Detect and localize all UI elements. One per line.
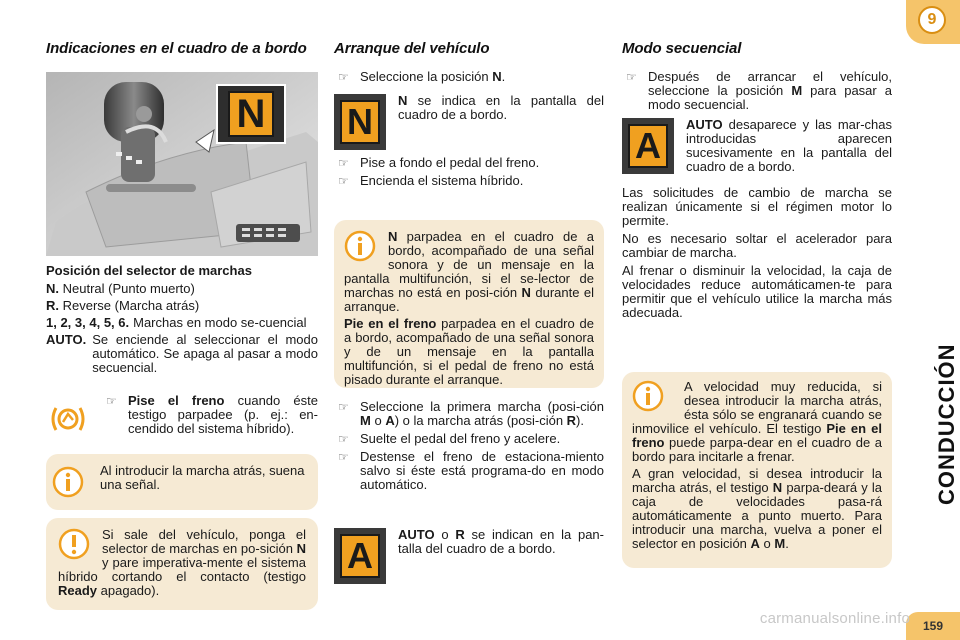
legend-title: Posición del selector de marchas	[46, 263, 252, 278]
info-start-p2: Pie en el freno parpadea en el cuadro de a bordo, acompañado de una señal sonora y de un mensaje en la pantalla multifunción, si el pedal de freno no está pisado durante el arranque.	[344, 316, 594, 387]
brake-foot-icon	[50, 404, 86, 434]
sequential-a-desc: AUTO desaparece y las mar-chas introducidas aparecen sucesivamente en la pantalla del cuadro de a bordo.	[686, 117, 892, 174]
start-steps-4-6	[334, 400, 604, 496]
legend-row-auto: AUTO. Se enciende al seleccionar el modo automático. Se apaga al pasar a modo secuencial.	[46, 332, 318, 375]
warning-leave-text: Si sale del vehículo, ponga el selector de marchas en po-sición N y pare imperativa-mente el sistema híbrido cortando el contacto (testigo Ready apagado).	[58, 527, 306, 598]
section-title-start: Arranque del vehículo	[334, 40, 490, 57]
section-title-sequential: Modo secuencial	[622, 40, 742, 57]
info-icon	[344, 230, 376, 262]
column-start	[334, 40, 604, 88]
section-title-dashboard: Indicaciones en el cuadro de a bordo	[46, 40, 307, 57]
legend-row-n: N. Neutral (Punto muerto)	[46, 281, 195, 296]
sequential-a-indicator	[622, 118, 674, 174]
info-icon-wrap	[344, 230, 382, 266]
sequential-p2: No es necesario soltar el acelerador para cambiar de marcha.	[622, 231, 892, 260]
column-dashboard	[46, 40, 318, 58]
warning-icon	[58, 528, 90, 560]
start-steps-2-3	[334, 156, 604, 192]
chapter-tab	[906, 0, 960, 640]
gear-positions-legend	[46, 264, 318, 375]
brake-foot-text: ☞ Pise el freno cuando éste testigo parpadee (p. ej.: en-cendido del sistema híbrido).	[106, 393, 318, 436]
start-n-letter: N	[347, 101, 373, 142]
legend-row-r: R. Reverse (Marcha atrás)	[46, 298, 200, 313]
dashboard-n-indicator	[216, 84, 286, 144]
start-n-desc: N se indica en la pantalla del cuadro de a bordo.	[398, 93, 604, 122]
legend-row-sequential: 1, 2, 3, 4, 5, 6. Marchas en modo se-cuencial	[46, 315, 307, 330]
sequential-step-1: ☞ Después de arrancar el vehículo, seleccione la posición M para pasar a modo secuencial.	[626, 69, 892, 112]
chapter-number-badge: 9	[918, 6, 946, 34]
info-box-reverse	[46, 454, 318, 510]
start-step-2: ☞ Pise a fondo el pedal del freno.	[338, 155, 540, 170]
warning-box-leave-vehicle	[46, 518, 318, 610]
start-step-3: ☞ Encienda el sistema híbrido.	[338, 173, 524, 188]
pointer-icon: ☞	[338, 156, 349, 170]
info-start-p1: N parpadea en el cuadro de a bordo, acompañado de una señal sonora y de un mensaje en la pantalla multifunción, si el se-lector de marchas no está en posi-ción N durante el arranque.	[344, 229, 594, 314]
pointer-icon: ☞	[338, 432, 349, 446]
start-step-5: ☞ Suelte el pedal del freno y acelere.	[338, 431, 561, 446]
page-number: 159	[906, 612, 960, 640]
sequential-p1: Las solicitudes de cambio de marcha se realizan únicamente si el régimen motor lo permite.	[622, 185, 892, 228]
dashboard-n-letter: N	[236, 92, 266, 136]
column-sequential	[622, 40, 892, 116]
info-box-start	[334, 220, 604, 388]
pointer-icon: ☞	[338, 400, 349, 414]
pointer-icon: ☞	[626, 70, 637, 84]
start-a-letter: A	[347, 535, 373, 576]
start-a-indicator	[334, 528, 386, 584]
start-step-4: ☞ Seleccione la primera marcha (posi-ción M o A) o la marcha atrás (posi-ción R).	[338, 399, 604, 428]
info-box-sequential	[622, 372, 892, 568]
chapter-label: CONDUCCIÓN	[934, 343, 959, 505]
start-n-indicator	[334, 94, 386, 150]
start-step-1: ☞ Seleccione la posición N.	[338, 69, 506, 84]
info-sequential-p1: A velocidad muy reducida, si desea introducir la marcha atrás, ésta sólo se engranará cuando se inmovilice el vehículo. El testigo Pie en el freno puede parpa-dear en el cuadro de a bordo para incitarle a frenar.	[632, 379, 882, 464]
info-icon-wrap	[632, 380, 670, 416]
sequential-paragraphs	[622, 186, 892, 324]
gear-selector-photo	[46, 72, 318, 256]
info-sequential-p2: A gran velocidad, si desea introducir la marcha atrás, el testigo N parpa-deará y la caja de velocidades pasa-rá automáticamente a punto muerto. Para introducir una marcha, vuelva a poner el selector en posición A o M.	[632, 466, 883, 551]
info-icon	[52, 466, 84, 498]
pointer-icon: ☞	[338, 450, 349, 464]
sequential-p3: Al frenar o disminuir la velocidad, la caja de velocidades reduce automáticamen-te para permitir que el vehículo utilice la marcha más adecuada.	[622, 263, 892, 320]
sequential-a-letter: A	[635, 125, 661, 166]
warning-icon-wrap	[58, 528, 96, 564]
start-a-desc: AUTO o R se indican en la pan-talla del cuadro de a bordo.	[398, 527, 604, 556]
start-step-6: ☞ Destense el freno de estaciona-miento salvo si éste está programa-do en modo automático.	[338, 449, 604, 492]
pointer-icon: ☞	[338, 70, 349, 84]
watermark: carmanualsonline.info	[759, 610, 910, 627]
info-icon	[632, 380, 664, 412]
pointer-icon: ☞	[338, 174, 349, 188]
pointer-icon: ☞	[106, 394, 117, 408]
info-reverse-text: Al introducir la marcha atrás, suena una señal.	[100, 463, 305, 492]
brake-foot-warning	[46, 392, 318, 444]
